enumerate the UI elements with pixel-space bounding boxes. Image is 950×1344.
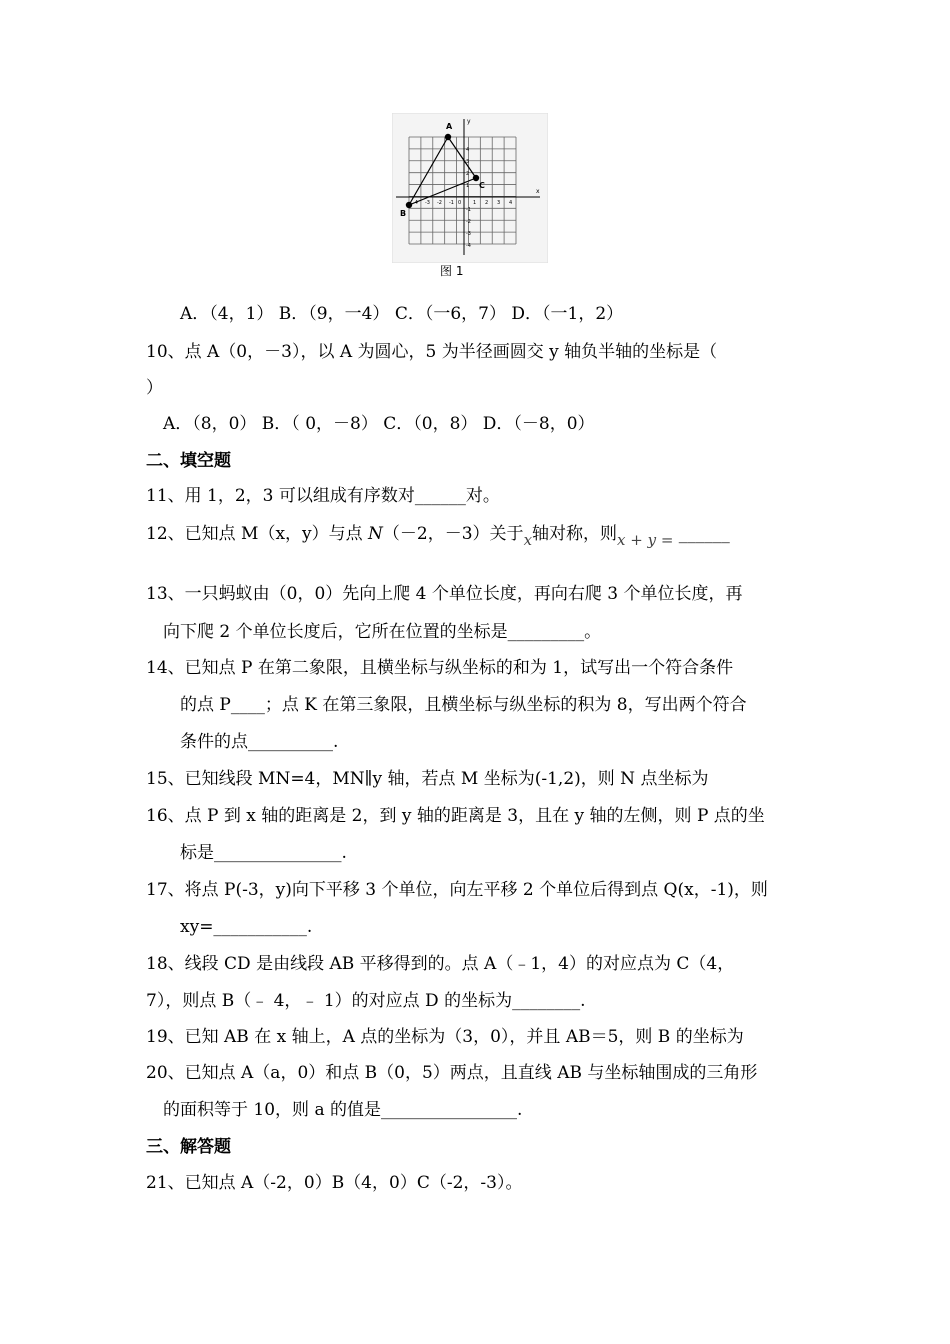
q14-line1: 14、已知点 P 在第二象限，且横坐标与纵坐标的和为 1，试写出一个符合条件: [146, 658, 734, 678]
coordinate-grid-figure: [392, 113, 548, 263]
y-tick-label: 4: [466, 147, 470, 153]
figure-caption: 图 1: [440, 264, 464, 278]
q12-part1: 12、已知点 M（x，y）与点: [146, 524, 369, 544]
q20-line1: 20、已知点 A（a，0）和点 B（0，5）两点，且直线 AB 与坐标轴围成的三角形: [146, 1063, 758, 1083]
y-tick-label: 3: [466, 159, 470, 165]
y-tick-label: 1: [466, 183, 470, 189]
q20-line2: 的面积等于 10，则 a 的值是________________.: [163, 1100, 523, 1120]
section-3-heading: 三、解答题: [146, 1137, 231, 1157]
x-tick-label: -4: [413, 200, 418, 206]
q12-x: x: [523, 531, 533, 549]
q16-line2: 标是_______________.: [180, 843, 347, 863]
y-tick-label: -1: [466, 207, 471, 213]
point-b: [406, 202, 412, 208]
q14-line2: 的点 P____；点 K 在第三象限，且横坐标与纵坐标的积为 8，写出两个符合: [180, 695, 747, 715]
q10-line1: 10、点 A（0，－3），以 A 为圆心，5 为半径画圆交 y 轴负半轴的坐标是（: [146, 342, 718, 362]
q10-options: A．（8，0） B．（ 0，－8） C．（0，8） D．（－8，0）: [163, 414, 595, 434]
q17-line2: xy=___________.: [180, 917, 313, 937]
label-b: B: [400, 209, 407, 218]
q16-line1: 16、点 P 到 x 轴的距离是 2，到 y 轴的距离是 3，且在 y 轴的左侧，则 P 点的坐: [146, 806, 765, 826]
figure-1: [392, 113, 548, 263]
y-tick-label: -2: [466, 219, 471, 225]
axis-label-y: y: [467, 118, 471, 125]
x-tick-label: -1: [449, 200, 454, 206]
q9-options: A．（4，1） B．（9，一4） C．（一6，7） D．（一1，2）: [180, 304, 624, 324]
y-tick-label: -3: [466, 231, 471, 237]
point-a: [445, 134, 451, 140]
q13-line1: 13、一只蚂蚁由（0，0）先向上爬 4 个单位长度，再向右爬 3 个单位长度，再: [146, 584, 743, 604]
x-tick-label: 2: [485, 200, 489, 206]
q12: [146, 523, 730, 549]
y-tick-label: -4: [466, 243, 471, 249]
x-tick-label: 1: [473, 200, 477, 206]
y-tick-label: 2: [466, 171, 470, 177]
q14-line3: 条件的点__________.: [180, 732, 339, 752]
label-a: A: [446, 122, 453, 131]
x-tick-label: -3: [425, 200, 430, 206]
q12-blank: ______: [673, 524, 730, 544]
q17-line1: 17、将点 P(-3，y)向下平移 3 个单位，向左平移 2 个单位后得到点 Q(x，-1)，则: [146, 880, 768, 900]
label-c: C: [479, 181, 485, 190]
q12-part3: 轴对称，则: [532, 524, 618, 544]
x-tick-label: -2: [437, 200, 442, 206]
q13-line2: 向下爬 2 个单位长度后，它所在位置的坐标是_________。: [163, 622, 602, 642]
q11: 11、用 1，2，3 可以组成有序数对______对。: [146, 486, 500, 506]
q21: 21、已知点 A（-2，0）B（4，0）C（-2，-3）。: [146, 1173, 523, 1193]
q12-expr: x + y =: [617, 531, 674, 549]
q10-line2: ）: [146, 378, 163, 398]
section-2-heading: 二、填空题: [146, 451, 231, 471]
q19: 19、已知 AB 在 x 轴上，A 点的坐标为（3，0），并且 AB＝5，则 B 的坐标为: [146, 1027, 744, 1047]
axis-label-x: x: [536, 188, 540, 195]
q18-line2: 7），则点 B（﹣ 4，﹣ 1）的对应点 D 的坐标为________.: [146, 991, 586, 1011]
q18-line1: 18、线段 CD 是由线段 AB 平移得到的。点 A（﹣1，4）的对应点为 C（4，: [146, 954, 735, 974]
q15: 15、已知线段 MN=4，MN∥y 轴，若点 M 坐标为(-1,2)，则 N 点坐标为: [146, 769, 709, 789]
q12-n: N: [368, 524, 383, 544]
x-tick-label: 3: [497, 200, 501, 206]
origin-label: 0: [458, 200, 462, 206]
q12-part2: （－2，－3）关于: [382, 524, 524, 544]
x-tick-label: 4: [509, 200, 513, 206]
